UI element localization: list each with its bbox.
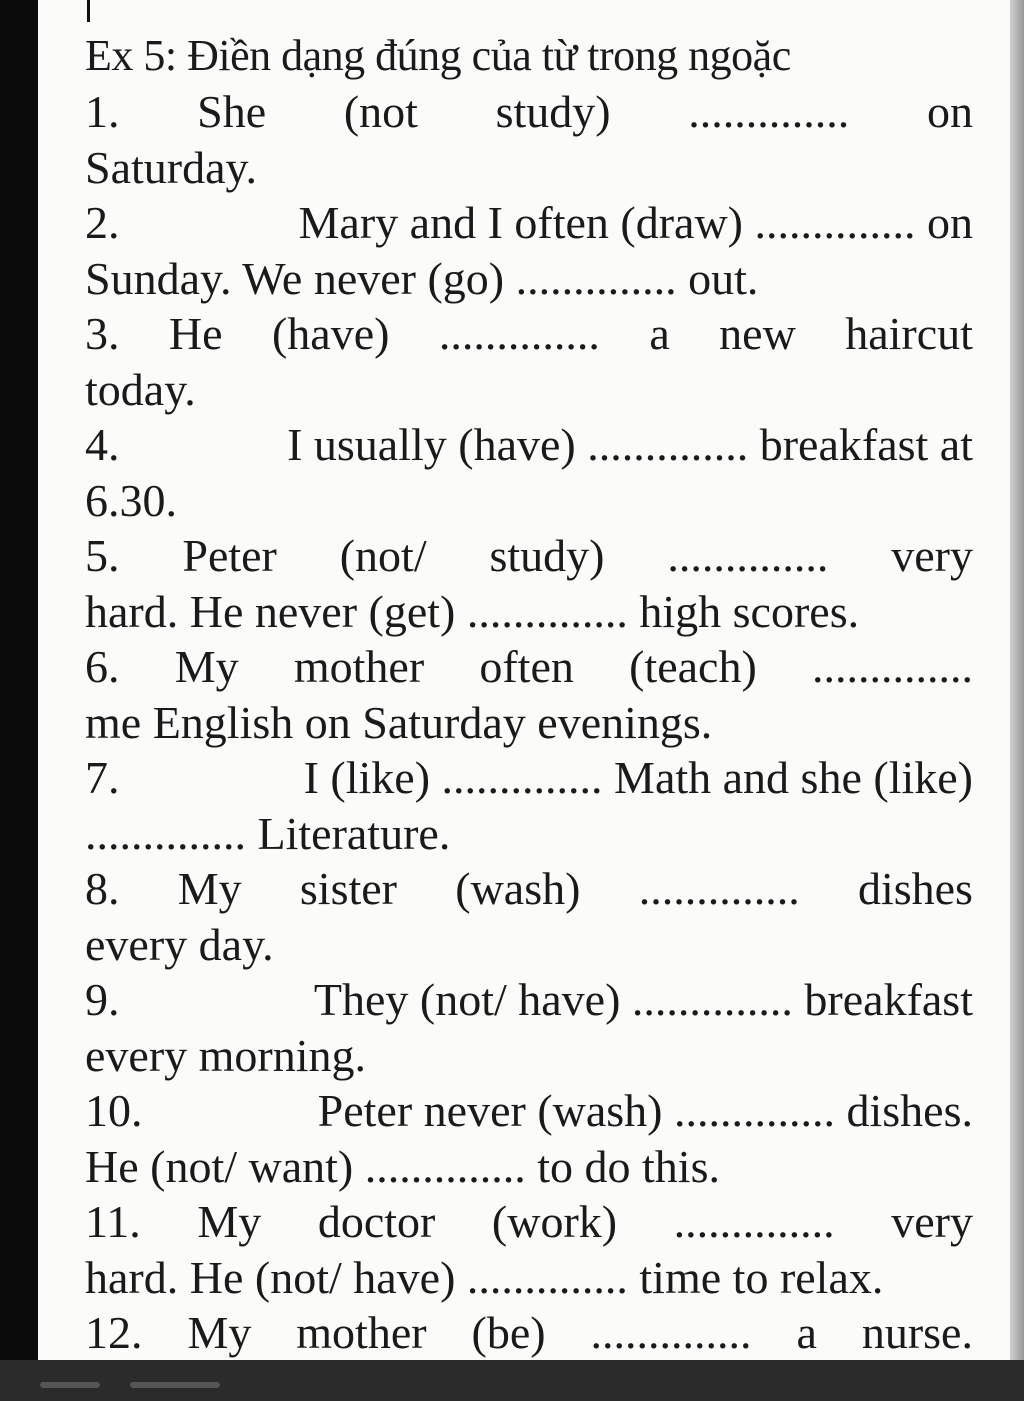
item-text: Peter never (wash) .............. dishes. (317, 1085, 973, 1136)
item-number: 10. (85, 1085, 143, 1136)
exercise-item-1 (85, 84, 973, 195)
bar-smudge (130, 1382, 220, 1388)
item-number: 5. (85, 530, 120, 581)
item-text: every morning. (85, 1029, 367, 1081)
item-text: hard. He (not/ have) .............. time to relax. (85, 1251, 884, 1303)
item-number: 2. (85, 197, 120, 248)
item-number: 6. (85, 641, 120, 692)
item-text: often (479, 641, 574, 692)
item-text: hard. He never (get) .............. high scores. (85, 585, 860, 637)
answer-blank: .............. (590, 1307, 752, 1358)
item-text: (not (343, 86, 418, 137)
exercise-line (85, 1028, 973, 1084)
exercise-line (85, 917, 973, 973)
answer-blank: .............. (811, 641, 973, 692)
exercise-line (85, 362, 973, 418)
exercise-title: Ex 5: Điền dạng đúng của từ trong ngoặc (85, 31, 791, 80)
item-text: very (891, 1196, 973, 1247)
item-text: dishes (857, 863, 973, 914)
item-text: on (926, 86, 973, 137)
exercise-text (85, 28, 973, 1361)
exercise-line (85, 584, 973, 640)
item-text: 6.30. (85, 474, 177, 526)
item-number: 11. (85, 1196, 141, 1247)
exercise-line (85, 1139, 973, 1195)
item-number: 8. (85, 863, 120, 914)
exercise-items (85, 84, 973, 1361)
item-text: every day. (85, 918, 274, 970)
item-text: (teach) (629, 641, 757, 692)
exercise-line (85, 140, 973, 196)
exercise-item-11 (85, 1194, 973, 1305)
exercise-item-10 (85, 1083, 973, 1194)
item-text: a (796, 1307, 817, 1358)
item-text: haircut (845, 308, 973, 359)
item-text: (have) (271, 308, 390, 359)
item-text: My (177, 863, 242, 914)
text-cursor-mark (87, 0, 90, 22)
exercise-item-5 (85, 528, 973, 639)
exercise-item-8 (85, 861, 973, 972)
item-text: doctor (317, 1196, 436, 1247)
item-text: Sunday. We never (go) .............. out. (85, 252, 759, 304)
item-text: study) (489, 530, 605, 581)
item-text: They (not/ have) .............. breakfast (313, 974, 973, 1025)
item-number: 1. (85, 86, 120, 137)
item-text: (work) (491, 1196, 618, 1247)
item-text: My (187, 1307, 252, 1358)
item-text: I usually (have) .............. breakfast at (287, 419, 973, 470)
answer-blank: .............. (638, 863, 800, 914)
item-text: My (174, 641, 239, 692)
item-text: today. (85, 363, 196, 415)
exercise-line (85, 861, 973, 917)
item-number: 4. (85, 419, 120, 470)
item-text: mother (296, 1307, 427, 1358)
exercise-line (85, 1194, 973, 1250)
exercise-line (85, 972, 973, 1028)
exercise-line (85, 528, 973, 584)
item-number: 12. (85, 1307, 143, 1358)
item-text: very (891, 530, 973, 581)
exercise-line (85, 473, 973, 529)
exercise-line (85, 695, 973, 751)
answer-blank: .............. (438, 308, 600, 359)
exercise-line (85, 639, 973, 695)
item-text: Peter (182, 530, 277, 581)
item-text: I (like) .............. Math and she (like) (303, 752, 973, 803)
exercise-line (85, 84, 973, 140)
item-text: (not/ (339, 530, 427, 581)
item-text: new (719, 308, 796, 359)
item-text: a (649, 308, 670, 359)
item-text: .............. Literature. (85, 807, 451, 859)
answer-blank: .............. (667, 530, 829, 581)
item-text: He (168, 308, 223, 359)
page-edge-strip (1010, 0, 1024, 1401)
exercise-line (85, 806, 973, 862)
item-text: He (not/ want) .............. to do this. (85, 1140, 720, 1192)
exercise-line (85, 251, 973, 307)
item-text: sister (299, 863, 398, 914)
item-text: study) (495, 86, 611, 137)
bottom-dark-bar (0, 1360, 1024, 1401)
item-text: me English on Saturday evenings. (85, 696, 713, 748)
exercise-line (85, 1250, 973, 1306)
exercise-item-6 (85, 639, 973, 750)
bar-smudge (40, 1382, 100, 1388)
exercise-line (85, 417, 973, 473)
exercise-line (85, 1083, 973, 1139)
exercise-item-2 (85, 195, 973, 306)
item-number: 7. (85, 752, 120, 803)
item-text: Saturday. (85, 141, 258, 193)
exercise-line (85, 1305, 973, 1361)
item-text: mother (293, 641, 425, 692)
item-number: 9. (85, 974, 120, 1025)
answer-blank: .............. (688, 86, 850, 137)
exercise-line (85, 306, 973, 362)
exercise-item-3 (85, 306, 973, 417)
exercise-line (85, 750, 973, 806)
item-text: (be) (471, 1307, 546, 1358)
exercise-item-4 (85, 417, 973, 528)
exercise-item-12 (85, 1305, 973, 1361)
item-number: 3. (85, 308, 120, 359)
item-text: Mary and I often (draw) .............. on (298, 197, 973, 248)
exercise-line (85, 195, 973, 251)
item-text: nurse. (861, 1307, 973, 1358)
item-text: My (197, 1196, 262, 1247)
item-text: (wash) (455, 863, 581, 914)
exercise-item-7 (85, 750, 973, 861)
answer-blank: .............. (673, 1196, 835, 1247)
item-text: She (197, 86, 267, 137)
exercise-item-9 (85, 972, 973, 1083)
